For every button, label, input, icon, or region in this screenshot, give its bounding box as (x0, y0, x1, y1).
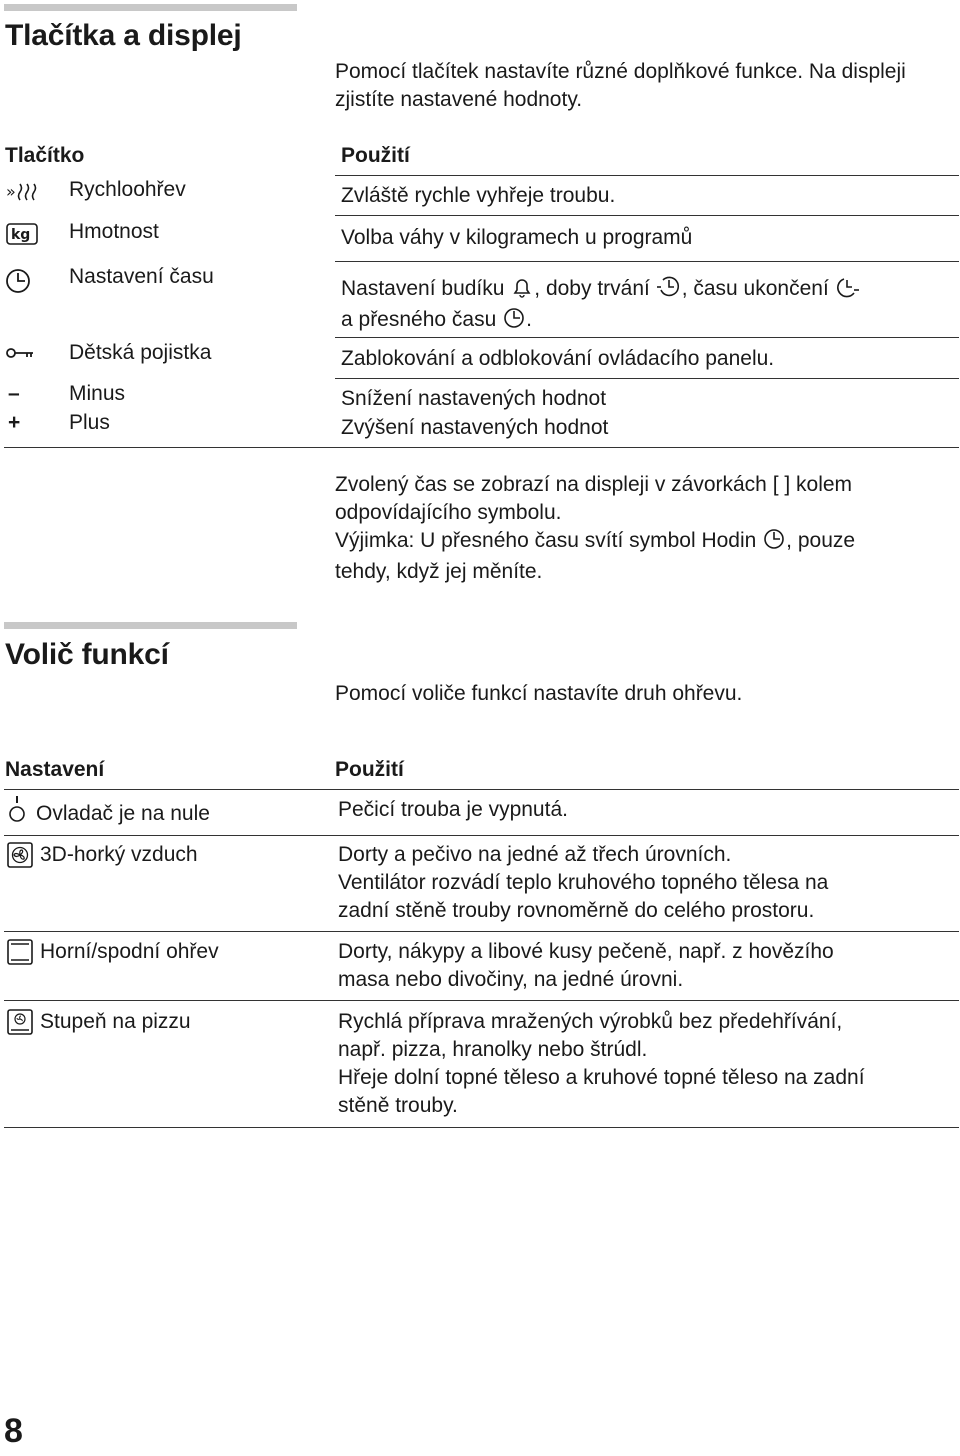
section-title: Volič funkcí (5, 638, 169, 671)
table-divider (4, 1000, 959, 1001)
section-top-bar (4, 622, 297, 629)
clock-icon (5, 268, 31, 294)
section-intro: Pomocí tlačítek nastavíte různé doplňkové funkce. Na displeji zjistíte nastavené hodnoty. (335, 60, 906, 111)
end-time-icon (836, 276, 860, 306)
3d-hot-air-icon (7, 842, 33, 868)
table-row-use: Dorty, nákypy a libové kusy pečeně, např. z hovězího masa nebo divočiny, na jedné úrovni. (338, 940, 834, 991)
table-row-label: Horní/spodní ohřev (40, 940, 219, 963)
table-bottom-line (4, 447, 959, 448)
duration-icon (657, 276, 681, 306)
table-divider (335, 175, 959, 176)
key-icon (6, 345, 34, 361)
section-title: Tlačítka a displej (5, 19, 242, 52)
pizza-setting-icon (7, 1009, 33, 1035)
table-row-use: Zvláště rychle vyhřeje troubu. (341, 184, 616, 207)
column-header-button: Tlačítko (5, 144, 85, 167)
alarm-bell-icon (511, 276, 533, 306)
clock-icon (763, 528, 785, 558)
off-position-icon (7, 795, 27, 823)
clock-icon (503, 307, 525, 337)
column-header-use: Použití (341, 144, 410, 167)
svg-text:»: » (6, 182, 16, 201)
kg-weight-icon (6, 223, 40, 245)
table-row-label: Ovladač je na nule (36, 802, 210, 825)
table-divider (4, 789, 959, 790)
table-divider (335, 261, 959, 262)
table-row-label: Dětská pojistka (69, 341, 212, 364)
fast-heat-icon (6, 182, 46, 202)
section-intro: Pomocí voliče funkcí nastavíte druh ohřevu. (335, 682, 743, 705)
column-header-use: Použití (335, 758, 404, 781)
table-divider (335, 337, 959, 338)
table-row-use: Dorty a pečivo na jedné až třech úrovních. Ventilátor rozvádí teplo kruhového topného tělesa na zadní stěně trouby rovnoměrně do celého prostoru. (338, 843, 829, 922)
table-row-label: 3D-horký vzduch (40, 843, 198, 866)
table-divider (4, 931, 959, 932)
table-row-use: Zvýšení nastavených hodnot (341, 416, 609, 439)
top-bottom-heat-icon (7, 939, 33, 965)
table-row-label: Minus (69, 382, 126, 405)
table-row-label: Stupeň na pizzu (40, 1010, 191, 1033)
table-row-use: Rychlá příprava mražených výrobků bez předehřívání, např. pizza, hranolky nebo štrúdl. Hřeje dolní topné těleso a kruhové topné těleso na zadní stěně trouby. (338, 1010, 865, 1117)
page-number: 8 (4, 1412, 23, 1450)
table-row-use: Snížení nastavených hodnot (341, 387, 607, 410)
table-bottom-line (4, 1127, 959, 1128)
table-row-label: Plus (69, 411, 110, 434)
svg-text:kg: kg (11, 227, 31, 243)
plus-icon: + (8, 411, 21, 434)
table-row-use: Pečicí trouba je vypnutá. (338, 798, 568, 821)
section-top-bar (4, 4, 297, 11)
table-row-use: Nastavení budíku , doby trvání , času ukončení a přesného času . (341, 275, 951, 337)
table-row-use: Zablokování a odblokování ovládacího panelu. (341, 347, 775, 370)
column-header-setting: Nastavení (5, 758, 105, 781)
minus-icon: – (8, 382, 20, 405)
table-row-use: Volba váhy v kilogramech u programů (341, 226, 693, 249)
table-row-label: Nastavení času (69, 265, 214, 288)
table-row-label: Hmotnost (69, 220, 159, 243)
table-divider (335, 378, 959, 379)
table-row-label: Rychloohřev (69, 178, 186, 201)
table-divider (4, 835, 959, 836)
note-text: Zvolený čas se zobrazí na displeji v závorkách [ ] kolem odpovídajícího symbolu. Výjimka: U přesného času svítí symbol Hodin , pouze tehdy, když jej měníte. (335, 473, 856, 583)
table-divider (335, 215, 959, 216)
